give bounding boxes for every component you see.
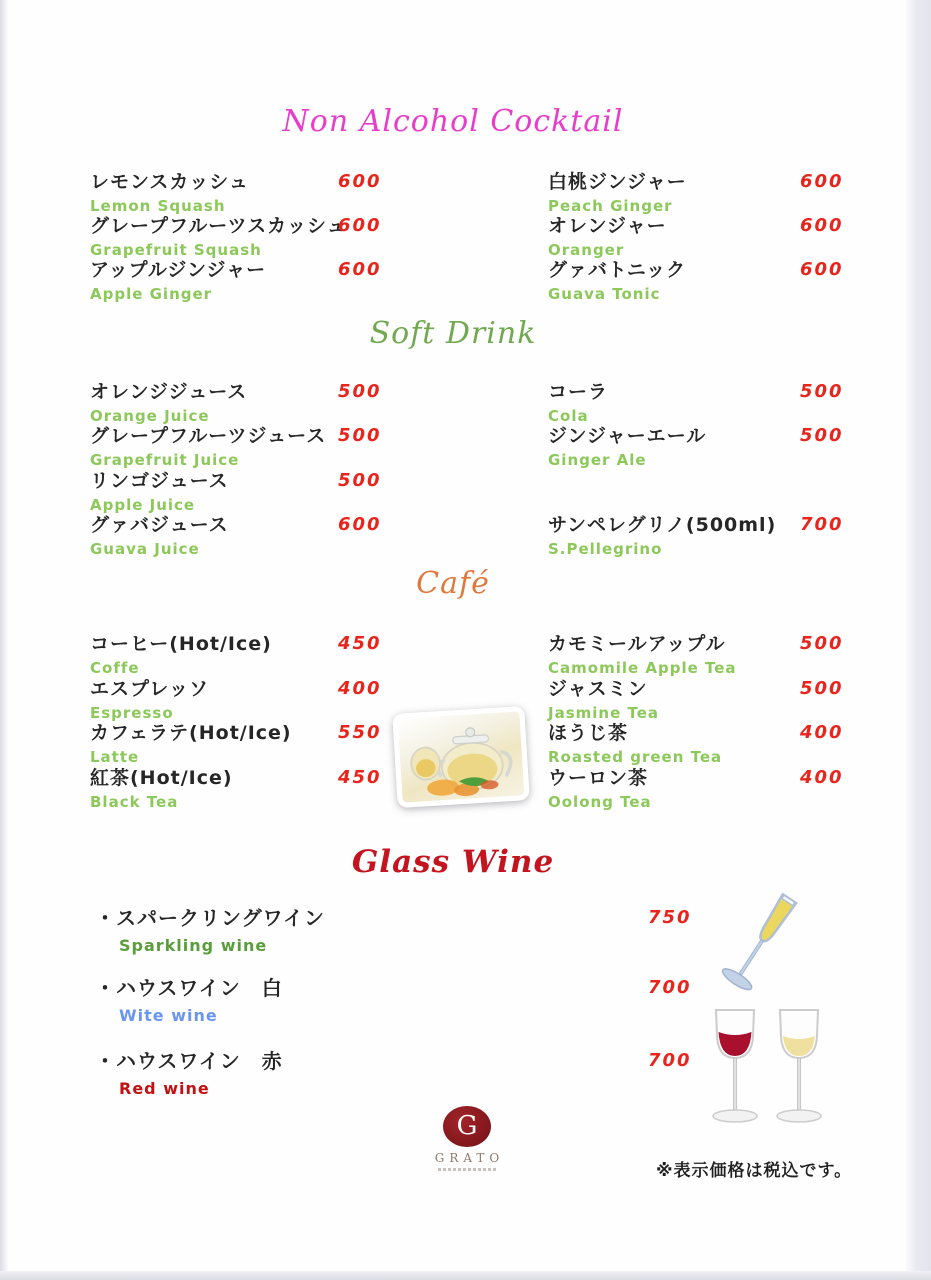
item-name-jp: アップルジンジャー <box>90 259 267 281</box>
grato-logo-tagline <box>438 1168 496 1171</box>
menu-item <box>90 424 382 470</box>
item-name-jp: ・ハウスワイン 白 <box>95 976 283 1000</box>
page-edge-bottom <box>0 1271 931 1280</box>
item-name-en: Red wine <box>119 1079 210 1098</box>
item-name-en: Grapefruit Squash <box>90 241 262 259</box>
teapot-illustration <box>398 711 525 802</box>
menu-item <box>548 677 844 723</box>
item-name-en: Lemon Squash <box>90 197 226 215</box>
item-price: 700 <box>648 1050 692 1071</box>
item-price: 600 <box>338 171 382 192</box>
menu-item <box>90 513 382 559</box>
menu-item <box>548 424 844 470</box>
item-name-en: Apple Juice <box>90 496 196 514</box>
grato-logo <box>415 1106 519 1171</box>
menu-item <box>548 766 844 812</box>
menu-item <box>548 721 844 767</box>
item-name-jp: コーヒー(Hot/Ice) <box>90 633 272 655</box>
item-name-jp: ジンジャーエール <box>548 425 707 447</box>
item-price: 600 <box>338 215 382 236</box>
menu-item <box>548 380 844 426</box>
item-price: 500 <box>338 425 382 446</box>
item-name-jp: エスプレッソ <box>90 678 210 700</box>
item-price: 600 <box>800 215 844 236</box>
item-name-jp: リンゴジュース <box>90 470 229 492</box>
item-name-jp: オレンジジュース <box>90 381 248 403</box>
tax-included-note: ※表示価格は税込です。 <box>656 1161 853 1181</box>
menu-item <box>90 469 382 515</box>
menu-item <box>95 1049 692 1098</box>
item-name-jp: サンペレグリノ(500ml) <box>548 514 777 536</box>
item-name-en: Latte <box>90 748 140 766</box>
item-price: 500 <box>800 381 844 402</box>
item-price: 600 <box>800 259 844 280</box>
item-price: 700 <box>648 977 692 998</box>
item-name-en: Oolong Tea <box>548 793 652 811</box>
item-name-en: Wite wine <box>119 1006 218 1025</box>
item-name-jp: 紅茶(Hot/Ice) <box>90 767 233 789</box>
grato-logo-mark: G <box>443 1106 491 1147</box>
item-name-jp: ウーロン茶 <box>548 767 649 789</box>
item-name-en: Coffe <box>90 659 140 677</box>
item-price: 600 <box>338 514 382 535</box>
item-name-en: Sparkling wine <box>119 936 268 955</box>
menu-item <box>90 677 382 723</box>
item-name-en: Guava Juice <box>90 540 200 558</box>
item-name-jp: グァバトニック <box>548 259 687 281</box>
item-price: 450 <box>338 767 382 788</box>
item-name-en: S.Pellegrino <box>548 540 663 558</box>
page-edge-left <box>0 0 8 1280</box>
menu-item <box>95 976 692 1025</box>
item-name-en: Black Tea <box>90 793 179 811</box>
champagne-flute-illustration <box>708 888 812 1000</box>
item-name-jp: ほうじ茶 <box>548 722 629 744</box>
section-title-non-alcohol-cocktail: Non Alcohol Cocktail <box>282 104 624 139</box>
menu-item <box>90 170 382 216</box>
item-price: 400 <box>800 722 844 743</box>
item-name-jp: レモンスカッシュ <box>90 171 249 193</box>
grato-logo-name: GRATO <box>434 1151 505 1165</box>
item-name-en: Guava Tonic <box>548 285 661 303</box>
menu-item <box>548 214 844 260</box>
menu-item <box>548 258 844 304</box>
item-price: 500 <box>800 425 844 446</box>
menu-item <box>548 513 844 559</box>
item-name-jp: ・ハウスワイン 赤 <box>95 1049 283 1073</box>
item-price: 600 <box>338 259 382 280</box>
section-title-cafe: Café <box>416 566 490 601</box>
item-name-en: Oranger <box>548 241 625 259</box>
item-price: 550 <box>338 722 382 743</box>
section-title-soft-drink: Soft Drink <box>369 316 537 351</box>
item-name-en: Peach Ginger <box>548 197 673 215</box>
item-price: 500 <box>338 381 382 402</box>
item-name-en: Jasmine Tea <box>548 704 660 722</box>
item-name-en: Apple Ginger <box>90 285 213 303</box>
menu-item <box>90 380 382 426</box>
item-price: 700 <box>800 514 844 535</box>
menu-item <box>548 170 844 216</box>
menu-item <box>90 721 382 767</box>
item-price: 500 <box>800 678 844 699</box>
item-name-jp: グレープフルーツジュース <box>90 425 327 447</box>
wine-glasses-illustration <box>698 1008 836 1134</box>
item-name-jp: ・スパークリングワイン <box>95 906 325 930</box>
section-title-glass-wine: Glass Wine <box>351 844 555 880</box>
item-name-jp: カモミールアップル <box>548 633 726 655</box>
menu-item <box>90 214 382 260</box>
item-name-jp: グァバジュース <box>90 514 229 536</box>
item-price: 400 <box>800 767 844 788</box>
item-name-jp: ジャスミン <box>548 678 648 700</box>
teapot-photo <box>392 706 529 808</box>
menu-item <box>548 632 844 678</box>
menu-item <box>95 906 692 955</box>
item-name-en: Grapefruit Juice <box>90 451 240 469</box>
page-edge-right <box>906 0 931 1280</box>
item-price: 400 <box>338 678 382 699</box>
item-name-jp: 白桃ジンジャー <box>548 171 687 193</box>
item-name-jp: コーラ <box>548 381 609 403</box>
item-name-jp: グレープフルーツスカッシュ <box>90 215 347 237</box>
item-price: 600 <box>800 171 844 192</box>
item-name-en: Ginger Ale <box>548 451 647 469</box>
item-name-en: Cola <box>548 407 589 425</box>
menu-item <box>90 766 382 812</box>
menu-item <box>90 258 382 304</box>
item-price: 500 <box>338 470 382 491</box>
item-name-en: Orange Juice <box>90 407 210 425</box>
item-price: 500 <box>800 633 844 654</box>
item-name-jp: カフェラテ(Hot/Ice) <box>90 722 292 744</box>
item-name-en: Roasted green Tea <box>548 748 723 766</box>
item-price: 750 <box>648 907 692 928</box>
item-price: 450 <box>338 633 382 654</box>
item-name-en: Espresso <box>90 704 174 722</box>
item-name-en: Camomile Apple Tea <box>548 659 737 677</box>
item-name-jp: オレンジャー <box>548 215 667 237</box>
menu-item <box>90 632 382 678</box>
